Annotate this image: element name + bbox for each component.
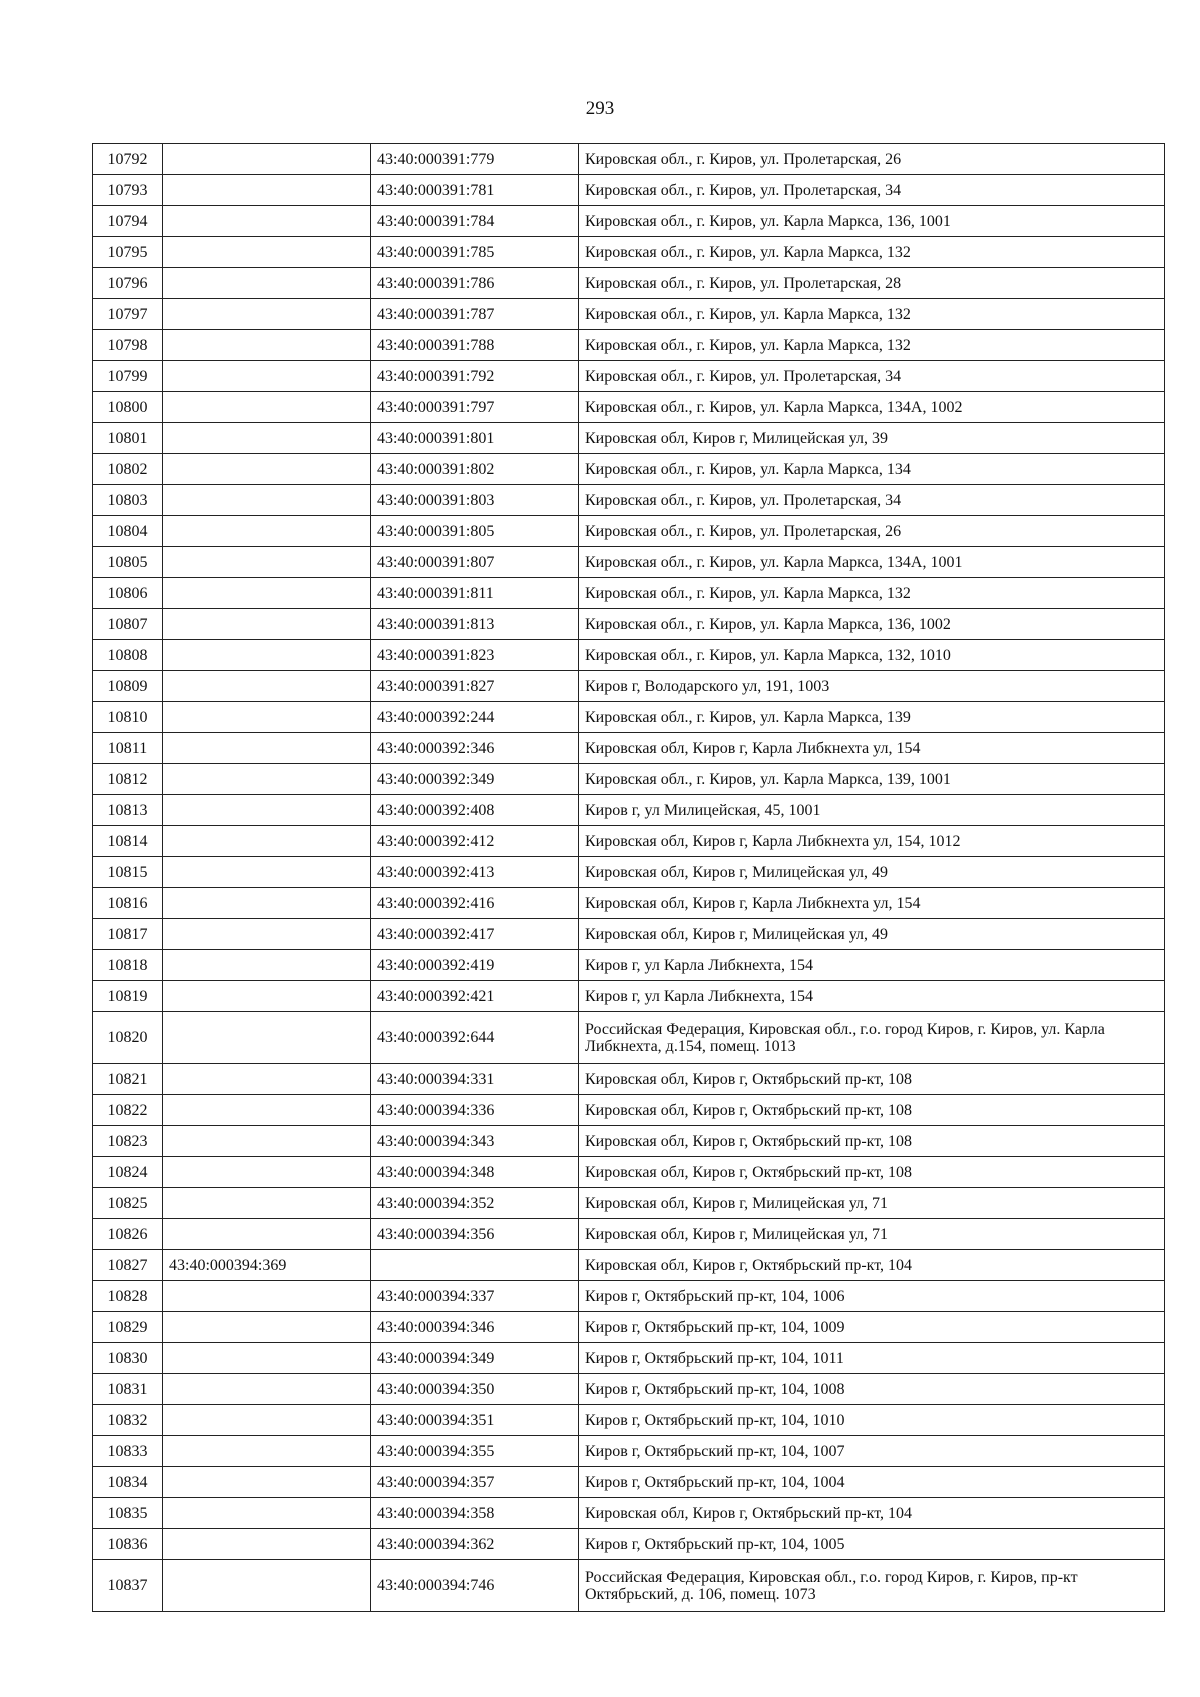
- table-row: [93, 640, 1165, 671]
- row-number-cell: 10828: [93, 1281, 163, 1312]
- row-number-cell: 10796: [93, 268, 163, 299]
- row-number-cell: 10812: [93, 764, 163, 795]
- cadastral-number-b-cell: 43:40:000394:351: [371, 1405, 579, 1436]
- cadastral-number-b-cell: 43:40:000391:786: [371, 268, 579, 299]
- table-row: [93, 671, 1165, 702]
- table-row: [93, 764, 1165, 795]
- cadastral-number-b-cell: 43:40:000394:358: [371, 1498, 579, 1529]
- row-number-cell: 10824: [93, 1157, 163, 1188]
- table-row: [93, 1343, 1165, 1374]
- row-number-cell: 10827: [93, 1250, 163, 1281]
- cadastral-number-b-cell: 43:40:000391:802: [371, 454, 579, 485]
- cadastral-number-a-cell: [163, 361, 371, 392]
- row-number-cell: 10826: [93, 1219, 163, 1250]
- cadastral-number-a-cell: [163, 1498, 371, 1529]
- cadastral-number-b-cell: 43:40:000394:350: [371, 1374, 579, 1405]
- address-cell: Киров г, Володарского ул, 191, 1003: [579, 671, 1165, 702]
- cadastral-number-b-cell: 43:40:000394:349: [371, 1343, 579, 1374]
- cadastral-number-b-cell: 43:40:000392:416: [371, 888, 579, 919]
- table-row: [93, 423, 1165, 454]
- address-cell: Кировская обл., г. Киров, ул. Пролетарская, 26: [579, 144, 1165, 175]
- row-number-cell: 10792: [93, 144, 163, 175]
- table-row: [93, 1312, 1165, 1343]
- row-number-cell: 10836: [93, 1529, 163, 1560]
- cadastral-number-a-cell: [163, 268, 371, 299]
- cadastral-number-b-cell: 43:40:000391:797: [371, 392, 579, 423]
- table-row: [93, 1095, 1165, 1126]
- cadastral-number-a-cell: [163, 1281, 371, 1312]
- cadastral-number-b-cell: 43:40:000391:823: [371, 640, 579, 671]
- address-cell: Кировская обл., г. Киров, ул. Карла Маркса, 139: [579, 702, 1165, 733]
- table-row: [93, 1219, 1165, 1250]
- table-row: [93, 609, 1165, 640]
- row-number-cell: 10820: [93, 1012, 163, 1064]
- address-cell: Киров г, ул Карла Либкнехта, 154: [579, 981, 1165, 1012]
- row-number-cell: 10817: [93, 919, 163, 950]
- table-row: [93, 1064, 1165, 1095]
- row-number-cell: 10831: [93, 1374, 163, 1405]
- address-cell: Кировская обл, Киров г, Октябрьский пр-кт, 104: [579, 1250, 1165, 1281]
- address-cell: Кировская обл., г. Киров, ул. Карла Маркса, 132, 1010: [579, 640, 1165, 671]
- cadastral-number-b-cell: 43:40:000392:421: [371, 981, 579, 1012]
- table-row: [93, 237, 1165, 268]
- row-number-cell: 10835: [93, 1498, 163, 1529]
- cadastral-number-a-cell: [163, 857, 371, 888]
- row-number-cell: 10818: [93, 950, 163, 981]
- address-cell: Кировская обл., г. Киров, ул. Карла Маркса, 134А, 1002: [579, 392, 1165, 423]
- row-number-cell: 10801: [93, 423, 163, 454]
- table-row: [93, 1126, 1165, 1157]
- address-cell: Кировская обл, Киров г, Милицейская ул, 49: [579, 919, 1165, 950]
- cadastral-number-b-cell: 43:40:000391:813: [371, 609, 579, 640]
- cadastral-number-b-cell: 43:40:000391:811: [371, 578, 579, 609]
- row-number-cell: 10816: [93, 888, 163, 919]
- cadastral-number-a-cell: [163, 1529, 371, 1560]
- cadastral-number-a-cell: [163, 454, 371, 485]
- row-number-cell: 10811: [93, 733, 163, 764]
- address-cell: Кировская обл, Киров г, Милицейская ул, 39: [579, 423, 1165, 454]
- address-cell: Кировская обл., г. Киров, ул. Карла Маркса, 134А, 1001: [579, 547, 1165, 578]
- row-number-cell: 10793: [93, 175, 163, 206]
- row-number-cell: 10823: [93, 1126, 163, 1157]
- row-number-cell: 10832: [93, 1405, 163, 1436]
- address-cell: Кировская обл, Киров г, Милицейская ул, 71: [579, 1188, 1165, 1219]
- cadastral-number-a-cell: [163, 175, 371, 206]
- cadastral-number-a-cell: [163, 1467, 371, 1498]
- table-row: [93, 299, 1165, 330]
- cadastral-number-b-cell: 43:40:000392:408: [371, 795, 579, 826]
- cadastral-number-b-cell: 43:40:000391:805: [371, 516, 579, 547]
- cadastral-number-a-cell: [163, 1095, 371, 1126]
- cadastral-number-b-cell: 43:40:000392:417: [371, 919, 579, 950]
- cadastral-number-a-cell: [163, 1012, 371, 1064]
- cadastral-number-b-cell: 43:40:000391:827: [371, 671, 579, 702]
- cadastral-number-b-cell: 43:40:000391:792: [371, 361, 579, 392]
- table-row: [93, 1250, 1165, 1281]
- address-cell: Кировская обл., г. Киров, ул. Карла Маркса, 132: [579, 330, 1165, 361]
- cadastral-number-b-cell: 43:40:000394:336: [371, 1095, 579, 1126]
- cadastral-number-b-cell: 43:40:000394:346: [371, 1312, 579, 1343]
- address-cell: Кировская обл, Киров г, Октябрьский пр-кт, 108: [579, 1064, 1165, 1095]
- cadastral-number-b-cell: 43:40:000391:781: [371, 175, 579, 206]
- cadastral-number-a-cell: [163, 733, 371, 764]
- address-cell: Кировская обл., г. Киров, ул. Карла Маркса, 132: [579, 299, 1165, 330]
- row-number-cell: 10810: [93, 702, 163, 733]
- row-number-cell: 10799: [93, 361, 163, 392]
- cadastral-number-a-cell: 43:40:000394:369: [163, 1250, 371, 1281]
- cadastral-number-b-cell: 43:40:000391:787: [371, 299, 579, 330]
- address-cell: Кировская обл, Киров г, Октябрьский пр-кт, 108: [579, 1157, 1165, 1188]
- row-number-cell: 10798: [93, 330, 163, 361]
- cadastral-number-a-cell: [163, 1405, 371, 1436]
- table-row: [93, 485, 1165, 516]
- address-cell: Кировская обл, Киров г, Карла Либкнехта ул, 154: [579, 888, 1165, 919]
- cadastral-number-a-cell: [163, 795, 371, 826]
- address-cell: Киров г, Октябрьский пр-кт, 104, 1010: [579, 1405, 1165, 1436]
- cadastral-number-b-cell: 43:40:000391:807: [371, 547, 579, 578]
- row-number-cell: 10821: [93, 1064, 163, 1095]
- address-cell: Киров г, Октябрьский пр-кт, 104, 1006: [579, 1281, 1165, 1312]
- cadastral-number-b-cell: 43:40:000394:357: [371, 1467, 579, 1498]
- address-cell: Кировская обл., г. Киров, ул. Пролетарская, 26: [579, 516, 1165, 547]
- cadastral-number-b-cell: 43:40:000392:644: [371, 1012, 579, 1064]
- cadastral-number-a-cell: [163, 485, 371, 516]
- table-row: [93, 175, 1165, 206]
- cadastral-number-b-cell: 43:40:000394:352: [371, 1188, 579, 1219]
- row-number-cell: 10794: [93, 206, 163, 237]
- cadastral-number-a-cell: [163, 1312, 371, 1343]
- address-cell: Киров г, Октябрьский пр-кт, 104, 1007: [579, 1436, 1165, 1467]
- address-cell: Киров г, ул Карла Либкнехта, 154: [579, 950, 1165, 981]
- row-number-cell: 10802: [93, 454, 163, 485]
- registry-table-body: [93, 144, 1165, 1612]
- cadastral-number-a-cell: [163, 299, 371, 330]
- table-row: [93, 578, 1165, 609]
- cadastral-number-a-cell: [163, 516, 371, 547]
- row-number-cell: 10797: [93, 299, 163, 330]
- cadastral-number-a-cell: [163, 1064, 371, 1095]
- table-row: [93, 1157, 1165, 1188]
- table-row: [93, 268, 1165, 299]
- address-cell: Кировская обл., г. Киров, ул. Карла Маркса, 132: [579, 237, 1165, 268]
- row-number-cell: 10803: [93, 485, 163, 516]
- row-number-cell: 10837: [93, 1560, 163, 1612]
- cadastral-number-a-cell: [163, 1560, 371, 1612]
- cadastral-number-a-cell: [163, 981, 371, 1012]
- table-row: [93, 516, 1165, 547]
- cadastral-number-a-cell: [163, 237, 371, 268]
- cadastral-number-a-cell: [163, 423, 371, 454]
- address-cell: Киров г, Октябрьский пр-кт, 104, 1011: [579, 1343, 1165, 1374]
- cadastral-number-a-cell: [163, 547, 371, 578]
- table-row: [93, 392, 1165, 423]
- cadastral-number-a-cell: [163, 1219, 371, 1250]
- cadastral-number-a-cell: [163, 392, 371, 423]
- cadastral-number-b-cell: 43:40:000394:343: [371, 1126, 579, 1157]
- cadastral-number-b-cell: 43:40:000394:348: [371, 1157, 579, 1188]
- table-row: [93, 950, 1165, 981]
- address-cell: Кировская обл, Киров г, Октябрьский пр-кт, 108: [579, 1095, 1165, 1126]
- table-row: [93, 1467, 1165, 1498]
- cadastral-number-a-cell: [163, 1126, 371, 1157]
- cadastral-number-a-cell: [163, 1157, 371, 1188]
- cadastral-number-b-cell: 43:40:000394:337: [371, 1281, 579, 1312]
- table-row: [93, 1374, 1165, 1405]
- address-cell: Киров г, Октябрьский пр-кт, 104, 1009: [579, 1312, 1165, 1343]
- address-cell: Кировская обл, Киров г, Карла Либкнехта ул, 154, 1012: [579, 826, 1165, 857]
- cadastral-number-b-cell: 43:40:000394:362: [371, 1529, 579, 1560]
- cadastral-number-b-cell: 43:40:000392:349: [371, 764, 579, 795]
- registry-table: [92, 143, 1165, 1612]
- table-row: [93, 702, 1165, 733]
- table-row: [93, 1498, 1165, 1529]
- row-number-cell: 10819: [93, 981, 163, 1012]
- table-row: [93, 826, 1165, 857]
- address-cell: Российская Федерация, Кировская обл., г.о. город Киров, г. Киров, ул. Карла Либкнехта, д.154, помещ. 1013: [579, 1012, 1165, 1064]
- address-cell: Киров г, Октябрьский пр-кт, 104, 1005: [579, 1529, 1165, 1560]
- row-number-cell: 10800: [93, 392, 163, 423]
- cadastral-number-b-cell: 43:40:000391:801: [371, 423, 579, 454]
- table-row: [93, 144, 1165, 175]
- table-row: [93, 1436, 1165, 1467]
- row-number-cell: 10814: [93, 826, 163, 857]
- address-cell: Киров г, Октябрьский пр-кт, 104, 1004: [579, 1467, 1165, 1498]
- cadastral-number-b-cell: 43:40:000394:356: [371, 1219, 579, 1250]
- cadastral-number-b-cell: [371, 1250, 579, 1281]
- cadastral-number-b-cell: 43:40:000391:803: [371, 485, 579, 516]
- table-row: [93, 1188, 1165, 1219]
- table-row: [93, 547, 1165, 578]
- cadastral-number-a-cell: [163, 578, 371, 609]
- address-cell: Киров г, Октябрьский пр-кт, 104, 1008: [579, 1374, 1165, 1405]
- table-row: [93, 733, 1165, 764]
- cadastral-number-b-cell: 43:40:000394:331: [371, 1064, 579, 1095]
- cadastral-number-b-cell: 43:40:000391:788: [371, 330, 579, 361]
- cadastral-number-b-cell: 43:40:000391:785: [371, 237, 579, 268]
- cadastral-number-b-cell: 43:40:000392:244: [371, 702, 579, 733]
- table-row: [93, 857, 1165, 888]
- address-cell: Кировская обл., г. Киров, ул. Карла Маркса, 132: [579, 578, 1165, 609]
- cadastral-number-a-cell: [163, 206, 371, 237]
- table-row: [93, 795, 1165, 826]
- address-cell: Кировская обл, Киров г, Милицейская ул, 49: [579, 857, 1165, 888]
- row-number-cell: 10806: [93, 578, 163, 609]
- cadastral-number-b-cell: 43:40:000392:412: [371, 826, 579, 857]
- cadastral-number-b-cell: 43:40:000391:779: [371, 144, 579, 175]
- cadastral-number-a-cell: [163, 1374, 371, 1405]
- cadastral-number-a-cell: [163, 702, 371, 733]
- cadastral-number-a-cell: [163, 640, 371, 671]
- table-row: [93, 206, 1165, 237]
- cadastral-number-a-cell: [163, 826, 371, 857]
- cadastral-number-a-cell: [163, 950, 371, 981]
- row-number-cell: 10834: [93, 1467, 163, 1498]
- address-cell: Кировская обл., г. Киров, ул. Карла Маркса, 136, 1001: [579, 206, 1165, 237]
- address-cell: Кировская обл., г. Киров, ул. Пролетарская, 34: [579, 485, 1165, 516]
- cadastral-number-b-cell: 43:40:000394:746: [371, 1560, 579, 1612]
- cadastral-number-b-cell: 43:40:000392:419: [371, 950, 579, 981]
- cadastral-number-a-cell: [163, 671, 371, 702]
- row-number-cell: 10813: [93, 795, 163, 826]
- row-number-cell: 10829: [93, 1312, 163, 1343]
- table-row: [93, 1281, 1165, 1312]
- address-cell: Кировская обл., г. Киров, ул. Пролетарская, 28: [579, 268, 1165, 299]
- table-row: [93, 981, 1165, 1012]
- cadastral-number-a-cell: [163, 764, 371, 795]
- table-row: [93, 888, 1165, 919]
- cadastral-number-a-cell: [163, 144, 371, 175]
- row-number-cell: 10830: [93, 1343, 163, 1374]
- address-cell: Кировская обл, Киров г, Карла Либкнехта ул, 154: [579, 733, 1165, 764]
- row-number-cell: 10795: [93, 237, 163, 268]
- cadastral-number-a-cell: [163, 609, 371, 640]
- cadastral-number-b-cell: 43:40:000392:413: [371, 857, 579, 888]
- page-number: 293: [585, 98, 615, 119]
- address-cell: Кировская обл, Киров г, Октябрьский пр-кт, 108: [579, 1126, 1165, 1157]
- address-cell: Кировская обл., г. Киров, ул. Карла Маркса, 139, 1001: [579, 764, 1165, 795]
- cadastral-number-a-cell: [163, 330, 371, 361]
- row-number-cell: 10815: [93, 857, 163, 888]
- address-cell: Киров г, ул Милицейская, 45, 1001: [579, 795, 1165, 826]
- row-number-cell: 10809: [93, 671, 163, 702]
- cadastral-number-a-cell: [163, 1436, 371, 1467]
- row-number-cell: 10833: [93, 1436, 163, 1467]
- cadastral-number-b-cell: 43:40:000391:784: [371, 206, 579, 237]
- table-row: [93, 1012, 1165, 1064]
- row-number-cell: 10807: [93, 609, 163, 640]
- row-number-cell: 10808: [93, 640, 163, 671]
- address-cell: Кировская обл., г. Киров, ул. Карла Маркса, 134: [579, 454, 1165, 485]
- table-row: [93, 1560, 1165, 1612]
- table-row: [93, 361, 1165, 392]
- row-number-cell: 10822: [93, 1095, 163, 1126]
- address-cell: Кировская обл., г. Киров, ул. Пролетарская, 34: [579, 361, 1165, 392]
- row-number-cell: 10825: [93, 1188, 163, 1219]
- table-row: [93, 1405, 1165, 1436]
- address-cell: Кировская обл., г. Киров, ул. Пролетарская, 34: [579, 175, 1165, 206]
- cadastral-number-a-cell: [163, 888, 371, 919]
- cadastral-number-b-cell: 43:40:000392:346: [371, 733, 579, 764]
- address-cell: Кировская обл, Киров г, Октябрьский пр-кт, 104: [579, 1498, 1165, 1529]
- cadastral-number-a-cell: [163, 1343, 371, 1374]
- table-row: [93, 1529, 1165, 1560]
- table-row: [93, 330, 1165, 361]
- address-cell: Кировская обл., г. Киров, ул. Карла Маркса, 136, 1002: [579, 609, 1165, 640]
- cadastral-number-a-cell: [163, 919, 371, 950]
- cadastral-number-b-cell: 43:40:000394:355: [371, 1436, 579, 1467]
- address-cell: Кировская обл, Киров г, Милицейская ул, 71: [579, 1219, 1165, 1250]
- row-number-cell: 10804: [93, 516, 163, 547]
- row-number-cell: 10805: [93, 547, 163, 578]
- cadastral-number-a-cell: [163, 1188, 371, 1219]
- table-row: [93, 919, 1165, 950]
- address-cell: Российская Федерация, Кировская обл., г.о. город Киров, г. Киров, пр-кт Октябрьский, д. 106, помещ. 1073: [579, 1560, 1165, 1612]
- table-row: [93, 454, 1165, 485]
